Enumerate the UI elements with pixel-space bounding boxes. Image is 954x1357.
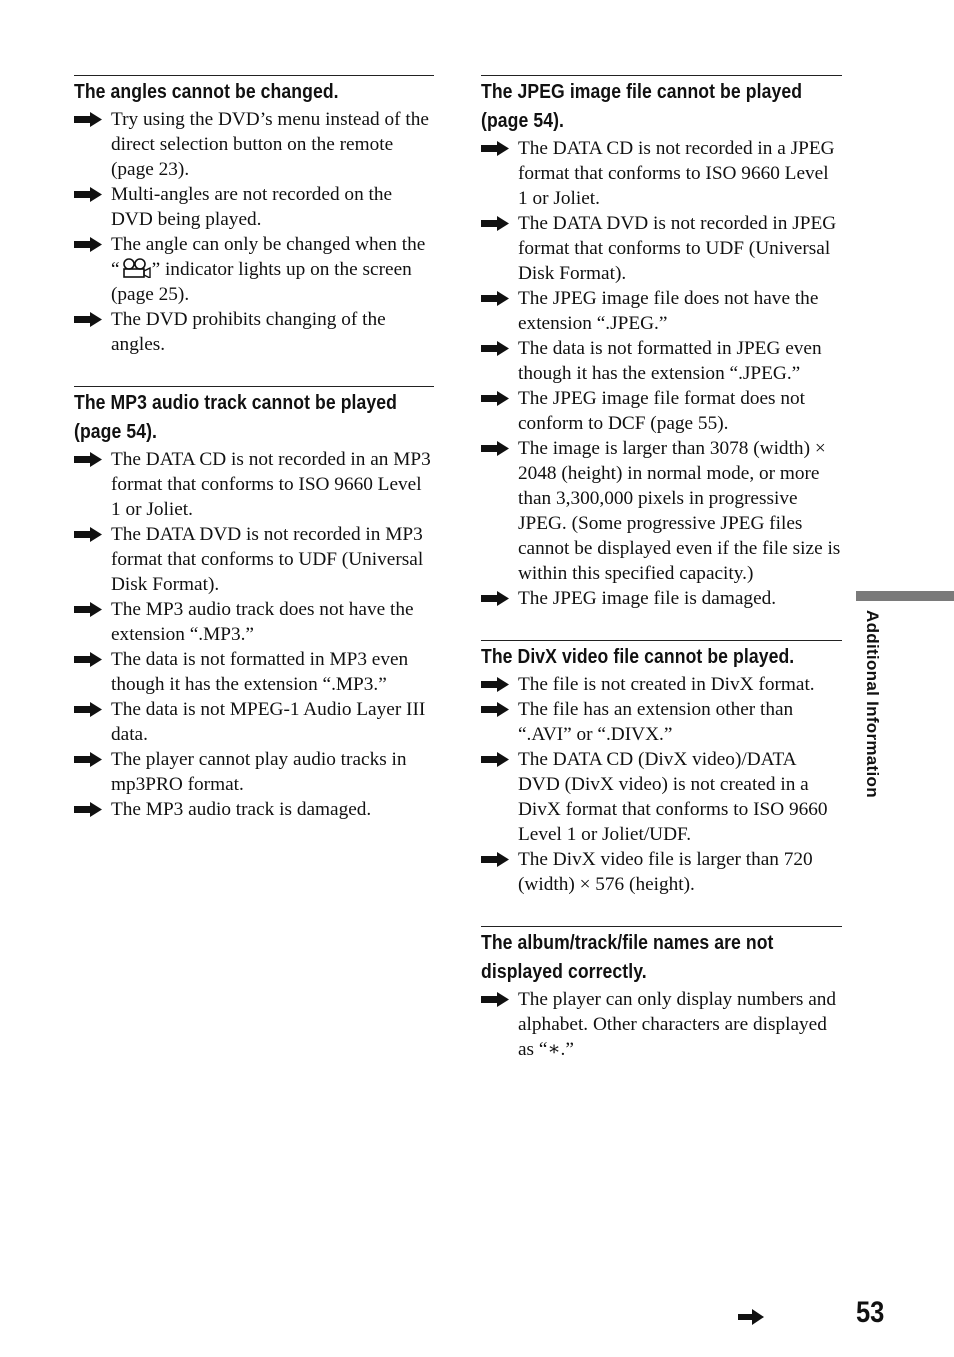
- item-text: The file has an extension other than “.AVI” or “.DIVX.”: [518, 699, 794, 745]
- item-text: Try using the DVD’s menu instead of the direct selection button on the remote (page 23).: [111, 109, 429, 180]
- list-item: [481, 336, 842, 386]
- item-text: The data is not formatted in JPEG even though it has the extension “.JPEG.”: [518, 338, 822, 384]
- item-text: The JPEG image file does not have the extension “.JPEG.”: [518, 288, 819, 334]
- arrow-right-icon: [481, 441, 509, 456]
- item-text: The player can only display numbers and alphabet. Other characters are displayed as “∗.”: [518, 989, 837, 1060]
- bullet-list: [481, 672, 842, 897]
- arrow-right-icon: [481, 216, 509, 231]
- list-item: [481, 386, 842, 436]
- arrow-right-icon: [481, 341, 509, 356]
- item-text: The player cannot play audio tracks in mp3PRO format.: [111, 749, 407, 795]
- list-item: [481, 747, 842, 847]
- arrow-right-icon: [481, 291, 509, 306]
- camera-angle-icon: [120, 258, 152, 278]
- list-item: [481, 286, 842, 336]
- section-heading: The JPEG image file cannot be played (page 54).: [481, 81, 803, 132]
- section-mp3: [74, 386, 434, 822]
- item-text: The DATA DVD is not recorded in MP3 format that conforms to UDF (Universal Disk Format).: [111, 524, 424, 595]
- list-item: [481, 672, 842, 697]
- arrow-right-icon: [74, 527, 102, 542]
- section-angles: [74, 75, 434, 357]
- item-text: The JPEG image file is damaged.: [518, 588, 777, 609]
- bullet-list: [74, 107, 434, 357]
- item-text: The DATA CD is not recorded in an MP3 format that conforms to ISO 9660 Level 1 or Joliet.: [111, 449, 431, 520]
- right-column: [481, 75, 842, 1091]
- arrow-right-icon: [74, 312, 102, 327]
- item-text: Multi-angles are not recorded on the DVD being played.: [111, 184, 393, 230]
- list-item: [481, 136, 842, 211]
- list-item: [74, 797, 434, 822]
- section-jpeg: [481, 75, 842, 611]
- item-text: The DivX video file is larger than 720 (width) × 576 (height).: [518, 849, 813, 895]
- section-tab-bar: [856, 591, 954, 601]
- bullet-list: [481, 987, 842, 1062]
- item-text: The DATA CD is not recorded in a JPEG format that conforms to ISO 9660 Level 1 or Joliet.: [518, 138, 835, 209]
- list-item: [74, 522, 434, 597]
- page-number: 53: [856, 1296, 885, 1329]
- list-item: [481, 987, 842, 1062]
- arrow-right-icon: [74, 452, 102, 467]
- list-item: [481, 436, 842, 586]
- arrow-right-icon: [481, 702, 509, 717]
- arrow-right-icon: [738, 1309, 764, 1325]
- item-text: The DVD prohibits changing of the angles.: [111, 309, 386, 355]
- list-item: [74, 307, 434, 357]
- section-divx: [481, 640, 842, 897]
- arrow-right-icon: [481, 141, 509, 156]
- item-text-after: ” indicator lights up on the screen (page 25).: [111, 259, 412, 305]
- list-item: [74, 107, 434, 182]
- arrow-right-icon: [481, 591, 509, 606]
- list-item: [74, 647, 434, 697]
- left-column: [74, 75, 434, 851]
- item-text-before: The angle can only be changed when the “: [111, 234, 426, 280]
- list-item: [74, 232, 434, 307]
- item-text: The JPEG image file format does not conform to DCF (page 55).: [518, 388, 806, 434]
- arrow-right-icon: [481, 852, 509, 867]
- item-text: The MP3 audio track is damaged.: [111, 799, 372, 820]
- section-heading: The angles cannot be changed.: [74, 81, 339, 103]
- list-item: [481, 211, 842, 286]
- arrow-right-icon: [481, 391, 509, 406]
- section-heading: The album/track/file names are not displayed correctly.: [481, 932, 774, 983]
- section-names: [481, 926, 842, 1062]
- arrow-right-icon: [74, 702, 102, 717]
- list-item: [74, 697, 434, 747]
- item-text: The file is not created in DivX format.: [518, 674, 815, 695]
- arrow-right-icon: [74, 112, 102, 127]
- list-item: [481, 697, 842, 747]
- arrow-right-icon: [74, 802, 102, 817]
- arrow-right-icon: [74, 187, 102, 202]
- list-item: [481, 847, 842, 897]
- arrow-right-icon: [74, 602, 102, 617]
- list-item: [74, 182, 434, 232]
- arrow-right-icon: [74, 652, 102, 667]
- list-item: [74, 597, 434, 647]
- section-heading: The MP3 audio track cannot be played (page 54).: [74, 392, 397, 443]
- item-text: The image is larger than 3078 (width) × 2048 (height) in normal mode, or more than 3,300,000 pixels in progressive JPEG. (Some progressive JPEG files cannot be displayed even if the file size is within this specified capacity.): [518, 438, 841, 584]
- item-text: The data is not formatted in MP3 even though it has the extension “.MP3.”: [111, 649, 409, 695]
- item-text: The MP3 audio track does not have the extension “.MP3.”: [111, 599, 414, 645]
- arrow-right-icon: [74, 237, 102, 252]
- bullet-list: [481, 136, 842, 611]
- arrow-right-icon: [481, 677, 509, 692]
- list-item: [74, 747, 434, 797]
- item-text: The DATA DVD is not recorded in JPEG format that conforms to UDF (Universal Disk Format).: [518, 213, 837, 284]
- item-text: The data is not MPEG-1 Audio Layer III data.: [111, 699, 426, 745]
- section-tab-label: Additional Information: [863, 610, 882, 798]
- bullet-list: [74, 447, 434, 822]
- arrow-right-icon: [74, 752, 102, 767]
- item-text: The DATA CD (DivX video)/DATA DVD (DivX video) is not created in a DivX format that conforms to ISO 9660 Level 1 or Joliet/UDF.: [518, 749, 828, 845]
- list-item: [481, 586, 842, 611]
- section-heading: The DivX video file cannot be played.: [481, 646, 795, 668]
- list-item: [74, 447, 434, 522]
- arrow-right-icon: [481, 752, 509, 767]
- arrow-right-icon: [481, 992, 509, 1007]
